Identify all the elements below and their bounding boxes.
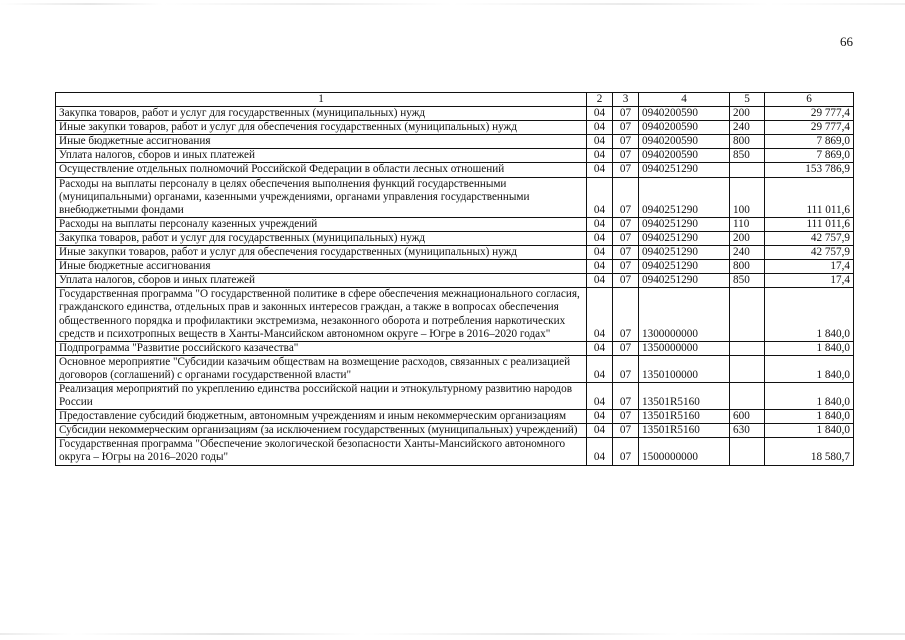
row-amount: 153 786,9 xyxy=(765,163,854,177)
row-description: Иные закупки товаров, работ и услуг для обеспечения государственных (муниципальных) нужд xyxy=(56,246,587,260)
table-row xyxy=(56,410,854,424)
row-section: 04 xyxy=(587,217,613,231)
row-section: 04 xyxy=(587,274,613,288)
row-target-article: 0940251290 xyxy=(639,217,730,231)
row-amount: 29 777,4 xyxy=(765,121,854,135)
row-expense-type: 240 xyxy=(730,246,765,260)
scan-artifact-bottom xyxy=(0,633,905,635)
row-section: 04 xyxy=(587,135,613,149)
row-subsection: 07 xyxy=(613,177,639,217)
budget-table xyxy=(55,92,854,466)
row-subsection: 07 xyxy=(613,410,639,424)
row-target-article: 0940251290 xyxy=(639,274,730,288)
table-row xyxy=(56,217,854,231)
row-amount: 1 840,0 xyxy=(765,288,854,341)
row-description: Уплата налогов, сборов и иных платежей xyxy=(56,274,587,288)
header-cell-target-article: 4 xyxy=(639,93,730,107)
scan-artifact-top xyxy=(0,3,905,5)
table-row xyxy=(56,260,854,274)
row-target-article: 13501R5160 xyxy=(639,382,730,409)
row-subsection: 07 xyxy=(613,217,639,231)
row-amount: 1 840,0 xyxy=(765,424,854,438)
row-section: 04 xyxy=(587,410,613,424)
row-subsection: 07 xyxy=(613,149,639,163)
row-expense-type xyxy=(730,288,765,341)
row-section: 04 xyxy=(587,149,613,163)
table-row xyxy=(56,438,854,465)
row-section: 04 xyxy=(587,288,613,341)
row-subsection: 07 xyxy=(613,135,639,149)
row-expense-type xyxy=(730,438,765,465)
row-section: 04 xyxy=(587,231,613,245)
table-row xyxy=(56,107,854,121)
table-row xyxy=(56,121,854,135)
row-expense-type xyxy=(730,382,765,409)
row-expense-type: 600 xyxy=(730,410,765,424)
table-row xyxy=(56,355,854,382)
table-row xyxy=(56,382,854,409)
row-section: 04 xyxy=(587,107,613,121)
row-target-article: 1500000000 xyxy=(639,438,730,465)
table-row xyxy=(56,341,854,355)
row-subsection: 07 xyxy=(613,288,639,341)
row-subsection: 07 xyxy=(613,424,639,438)
row-description: Расходы на выплаты персоналу казенных учреждений xyxy=(56,217,587,231)
row-amount: 111 011,6 xyxy=(765,217,854,231)
table-row xyxy=(56,288,854,341)
row-section: 04 xyxy=(587,382,613,409)
row-amount: 42 757,9 xyxy=(765,246,854,260)
row-amount: 29 777,4 xyxy=(765,107,854,121)
row-description: Уплата налогов, сборов и иных платежей xyxy=(56,149,587,163)
row-target-article: 0940200590 xyxy=(639,135,730,149)
header-cell-description: 1 xyxy=(56,93,587,107)
table-row xyxy=(56,231,854,245)
row-target-article: 0940251290 xyxy=(639,177,730,217)
row-amount: 1 840,0 xyxy=(765,341,854,355)
row-description: Основное мероприятие "Субсидии казачьим обществам на возмещение расходов, связанных с реализацией договоров (соглашений) с органами государственной власти" xyxy=(56,355,587,382)
row-target-article: 1300000000 xyxy=(639,288,730,341)
row-description: Расходы на выплаты персоналу в целях обеспечения выполнения функций государственными (муниципальными) органами, казенными учреждениями, органами управления государственными внебюджетными фондами xyxy=(56,177,587,217)
header-cell-subsection: 3 xyxy=(613,93,639,107)
row-expense-type: 630 xyxy=(730,424,765,438)
row-description: Закупка товаров, работ и услуг для государственных (муниципальных) нужд xyxy=(56,107,587,121)
row-expense-type: 240 xyxy=(730,121,765,135)
header-cell-expense-type: 5 xyxy=(730,93,765,107)
row-section: 04 xyxy=(587,438,613,465)
row-subsection: 07 xyxy=(613,246,639,260)
row-expense-type: 800 xyxy=(730,135,765,149)
row-subsection: 07 xyxy=(613,163,639,177)
row-subsection: 07 xyxy=(613,121,639,135)
row-section: 04 xyxy=(587,163,613,177)
row-expense-type: 800 xyxy=(730,260,765,274)
row-description: Реализация мероприятий по укреплению единства российской нации и этнокультурному развитию народов России xyxy=(56,382,587,409)
table-body xyxy=(56,93,854,466)
row-amount: 111 011,6 xyxy=(765,177,854,217)
row-description: Предоставление субсидий бюджетным, автономным учреждениям и иным некоммерческим организациям xyxy=(56,410,587,424)
row-section: 04 xyxy=(587,355,613,382)
row-target-article: 0940200590 xyxy=(639,121,730,135)
table-row xyxy=(56,177,854,217)
row-description: Субсидии некоммерческим организациям (за исключением государственных (муниципальных) учреждений) xyxy=(56,424,587,438)
row-description: Подпрограмма "Развитие российского казачества" xyxy=(56,341,587,355)
row-expense-type: 100 xyxy=(730,177,765,217)
row-section: 04 xyxy=(587,341,613,355)
row-subsection: 07 xyxy=(613,382,639,409)
table-row xyxy=(56,246,854,260)
header-cell-section: 2 xyxy=(587,93,613,107)
row-amount: 18 580,7 xyxy=(765,438,854,465)
row-description: Иные бюджетные ассигнования xyxy=(56,135,587,149)
table-row xyxy=(56,135,854,149)
table-row xyxy=(56,424,854,438)
row-amount: 1 840,0 xyxy=(765,355,854,382)
row-description: Иные бюджетные ассигнования xyxy=(56,260,587,274)
row-section: 04 xyxy=(587,177,613,217)
row-amount: 17,4 xyxy=(765,274,854,288)
row-target-article: 0940200590 xyxy=(639,107,730,121)
row-expense-type: 110 xyxy=(730,217,765,231)
table-row xyxy=(56,163,854,177)
row-amount: 1 840,0 xyxy=(765,382,854,409)
row-amount: 7 869,0 xyxy=(765,135,854,149)
row-target-article: 0940251290 xyxy=(639,260,730,274)
row-target-article: 0940251290 xyxy=(639,163,730,177)
row-target-article: 1350100000 xyxy=(639,355,730,382)
row-subsection: 07 xyxy=(613,260,639,274)
row-subsection: 07 xyxy=(613,438,639,465)
row-target-article: 13501R5160 xyxy=(639,424,730,438)
row-amount: 42 757,9 xyxy=(765,231,854,245)
row-description: Государственная программа "Обеспечение экологической безопасности Ханты-Мансийского автономного округа – Югры на 2016–2020 годы" xyxy=(56,438,587,465)
row-target-article: 1350000000 xyxy=(639,341,730,355)
row-target-article: 0940251290 xyxy=(639,246,730,260)
row-expense-type: 850 xyxy=(730,274,765,288)
row-subsection: 07 xyxy=(613,107,639,121)
row-section: 04 xyxy=(587,424,613,438)
row-expense-type xyxy=(730,341,765,355)
row-description: Иные закупки товаров, работ и услуг для обеспечения государственных (муниципальных) нужд xyxy=(56,121,587,135)
row-section: 04 xyxy=(587,260,613,274)
row-subsection: 07 xyxy=(613,341,639,355)
row-target-article: 0940200590 xyxy=(639,149,730,163)
row-expense-type xyxy=(730,163,765,177)
row-expense-type xyxy=(730,355,765,382)
row-subsection: 07 xyxy=(613,274,639,288)
row-target-article: 0940251290 xyxy=(639,231,730,245)
row-amount: 7 869,0 xyxy=(765,149,854,163)
header-cell-amount: 6 xyxy=(765,93,854,107)
page-number: 66 xyxy=(840,34,853,49)
row-description: Осуществление отдельных полномочий Российской Федерации в области лесных отношений xyxy=(56,163,587,177)
row-description: Закупка товаров, работ и услуг для государственных (муниципальных) нужд xyxy=(56,231,587,245)
row-description: Государственная программа "О государственной политике в сфере обеспечения межнационального согласия, гражданского единства, отдельных прав и законных интересов граждан, а также в вопросах обеспечения общественного порядка и профилактики экстремизма, незаконного оборота и потребления наркотических средств и психотропных веществ в Ханты-Мансийском автономном округе – Югре в 2016–2020 годах" xyxy=(56,288,587,341)
row-expense-type: 200 xyxy=(730,231,765,245)
row-target-article: 13501R5160 xyxy=(639,410,730,424)
row-amount: 1 840,0 xyxy=(765,410,854,424)
row-expense-type: 850 xyxy=(730,149,765,163)
row-expense-type: 200 xyxy=(730,107,765,121)
row-amount: 17,4 xyxy=(765,260,854,274)
row-section: 04 xyxy=(587,246,613,260)
table-row xyxy=(56,274,854,288)
row-subsection: 07 xyxy=(613,231,639,245)
table-header-row xyxy=(56,93,854,107)
row-section: 04 xyxy=(587,121,613,135)
table-row xyxy=(56,149,854,163)
row-subsection: 07 xyxy=(613,355,639,382)
